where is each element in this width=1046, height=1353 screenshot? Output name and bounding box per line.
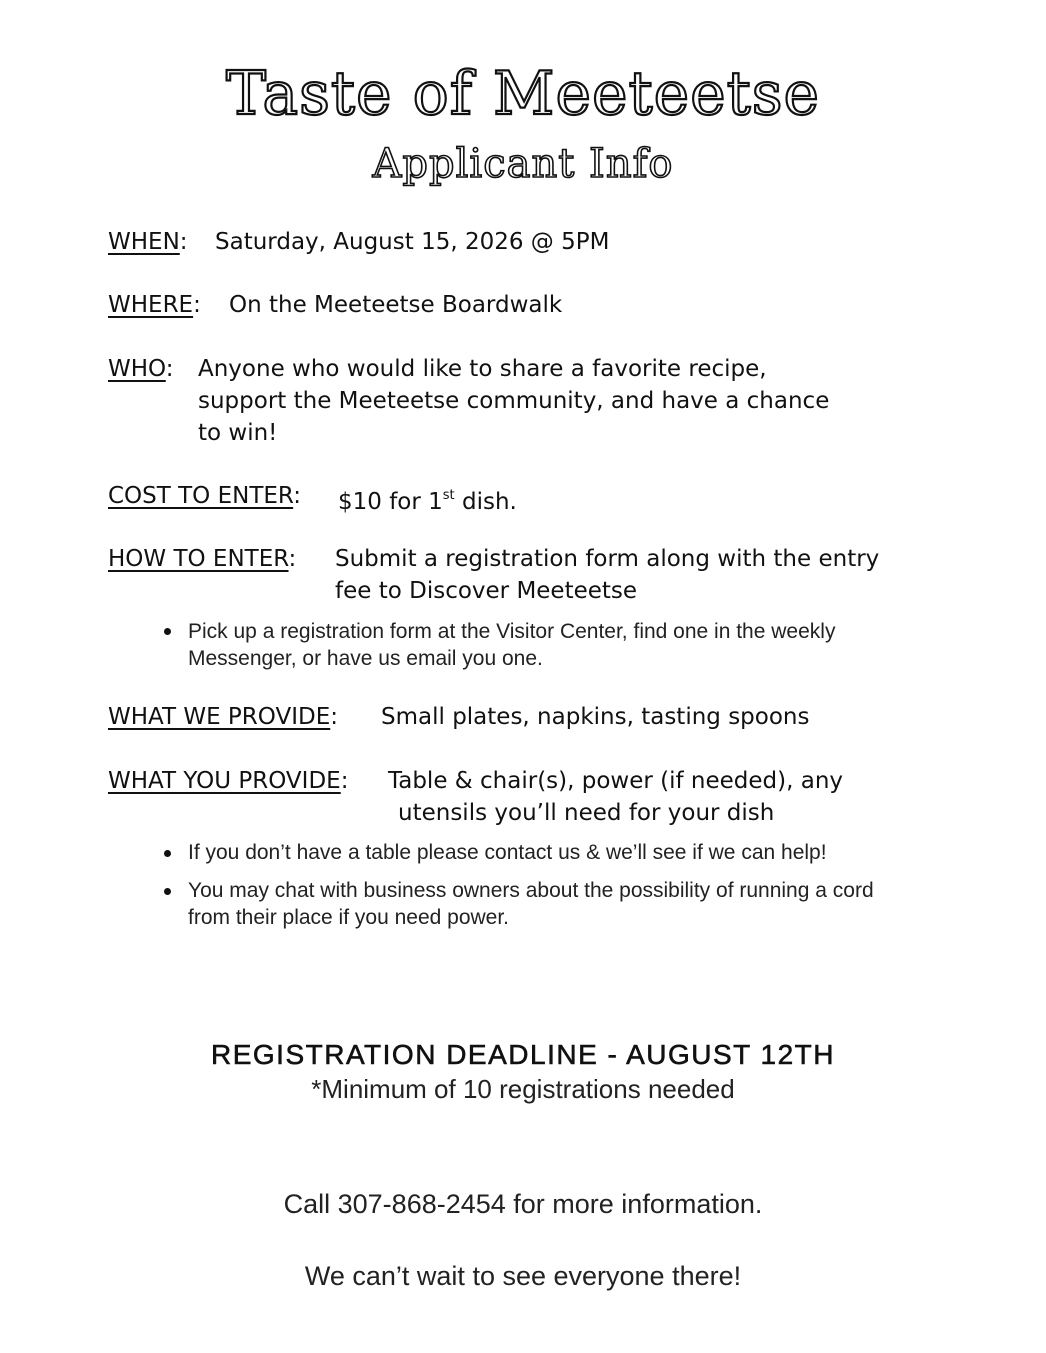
how-line-1: Submit a registration form along with the entry bbox=[335, 546, 880, 572]
you-provide-line-2: utensils you’ll need for your dish bbox=[398, 800, 775, 826]
we-provide-section bbox=[108, 701, 810, 733]
who-line-3: to win! bbox=[198, 420, 278, 446]
cost-colon: : bbox=[293, 483, 301, 509]
you-bullet-1: If you don’t have a table please contact us & we’ll see if we can help! bbox=[188, 841, 827, 864]
cost-value bbox=[338, 480, 517, 518]
when-section bbox=[108, 226, 610, 258]
we-provide-value: Small plates, napkins, tasting spoons bbox=[381, 704, 810, 730]
when-colon: : bbox=[179, 229, 188, 255]
how-bullet-1-line-2: Messenger, or have us email you one. bbox=[188, 647, 543, 670]
how-line-2: fee to Discover Meeteetse bbox=[335, 578, 638, 604]
you-provide-section bbox=[108, 765, 844, 797]
page-subtitle: Applicant Info bbox=[372, 141, 674, 187]
where-section bbox=[108, 289, 563, 321]
contact-info: Call 307-868-2454 for more information. bbox=[283, 1189, 763, 1219]
how-bullet-1-line-1: Pick up a registration form at the Visitor Center, find one in the weekly bbox=[188, 620, 836, 643]
registration-deadline: REGISTRATION DEADLINE - AUGUST 12TH bbox=[210, 1039, 835, 1070]
cost-prefix: $10 for 1 bbox=[338, 489, 443, 515]
bullet-dot bbox=[164, 628, 171, 635]
when-value: Saturday, August 15, 2026 @ 5PM bbox=[215, 229, 610, 255]
cost-label: COST TO ENTER bbox=[108, 483, 294, 509]
page-title: Taste of Meeteetse bbox=[225, 59, 820, 129]
closing-message: We can’t wait to see everyone there! bbox=[304, 1261, 742, 1291]
cost-suffix: dish. bbox=[454, 489, 517, 515]
we-provide-label: WHAT WE PROVIDE bbox=[108, 704, 331, 730]
you-bullet-2-line-2: from their place if you need power. bbox=[188, 906, 510, 929]
you-provide-label: WHAT YOU PROVIDE bbox=[108, 768, 341, 794]
we-provide-colon: : bbox=[330, 704, 338, 730]
where-colon: : bbox=[193, 292, 201, 318]
how-section bbox=[108, 543, 880, 575]
bullet-dot bbox=[164, 850, 171, 857]
who-line-2: support the Meeteetse community, and have a chance bbox=[198, 388, 830, 414]
how-colon: : bbox=[288, 546, 297, 572]
who-label: WHO bbox=[108, 356, 166, 382]
who-section bbox=[108, 353, 767, 385]
when-label: WHEN bbox=[108, 229, 180, 255]
you-provide-line-1: Table & chair(s), power (if needed), any bbox=[388, 768, 844, 794]
you-provide-colon: : bbox=[340, 768, 349, 794]
where-label: WHERE bbox=[108, 292, 194, 318]
where-value: On the Meeteetse Boardwalk bbox=[229, 292, 563, 318]
who-line-1: Anyone who would like to share a favorite recipe, bbox=[198, 356, 767, 382]
cost-superscript: st bbox=[442, 488, 455, 503]
how-label: HOW TO ENTER bbox=[108, 546, 289, 572]
who-colon: : bbox=[165, 356, 174, 382]
you-bullet-2-line-1: You may chat with business owners about the possibility of running a cord bbox=[188, 879, 874, 902]
cost-section bbox=[108, 480, 517, 515]
minimum-registrations-note: *Minimum of 10 registrations needed bbox=[311, 1074, 735, 1104]
bullet-dot bbox=[164, 888, 171, 895]
